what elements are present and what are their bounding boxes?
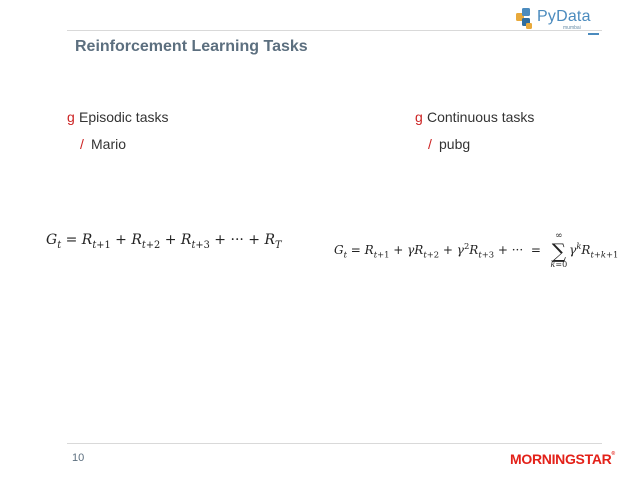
bullet-marker: g [67,109,75,125]
slide-title: Reinforcement Learning Tasks [75,38,308,55]
episodic-return-formula: $G_t = R_{t+1} + R_{t+2} + R_{t+3}$ + ··· + $R_T$ [46,232,282,251]
subbullet-marker: / [428,136,432,152]
continuous-return-formula: $G_t = R_{t+1} + \gamma R_{t+2} + \gamma^2R_{t+3}$ + ··· = ∞ ∑ k=0 $\gamma^kR_{t+k+1}$ [334,231,619,269]
pydata-logo-underline [588,33,599,35]
subbullet-label: Mario [91,136,127,152]
subbullet-mario [80,136,126,152]
pydata-logo-text: PyData [537,8,591,25]
subbullet-marker: / [80,136,84,152]
summation-symbol: ∞ ∑ k=0 [550,231,568,269]
pydata-logo-subtext: mumbai [563,25,581,31]
footer-divider [67,443,602,444]
bullet-label: Continuous tasks [427,109,535,125]
bullet-marker: g [415,109,423,125]
morningstar-logo-text: MORNINGSTAR [510,451,612,467]
subbullet-label: pubg [439,136,471,152]
bullet-label: Episodic tasks [79,109,169,125]
bullet-continuous [415,109,534,125]
subbullet-pubg [428,136,470,152]
bullet-episodic [67,109,168,125]
page-number: 10 [72,452,85,464]
morningstar-logo: MORNINGSTAR® [510,451,615,467]
